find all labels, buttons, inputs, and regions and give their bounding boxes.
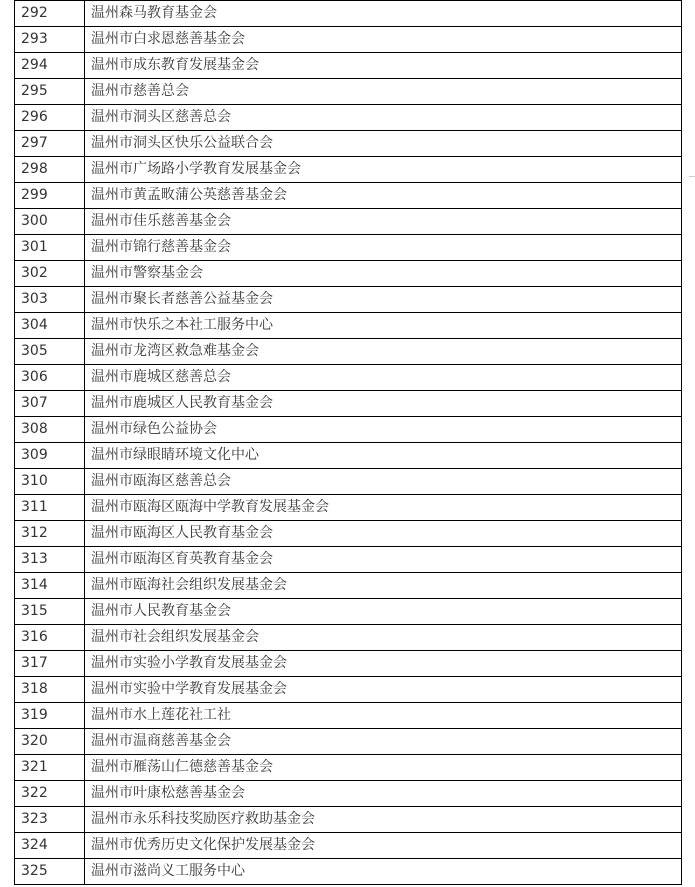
row-number-cell: 307 — [15, 391, 85, 417]
organization-name-cell: 温州市绿色公益协会 — [85, 417, 682, 443]
table-row — [15, 105, 682, 131]
row-number-cell: 304 — [15, 313, 85, 339]
organization-name-cell: 温州市水上莲花社工社 — [85, 703, 682, 729]
table-row — [15, 261, 682, 287]
row-number-cell: 300 — [15, 209, 85, 235]
organization-name-cell: 温州市鹿城区慈善总会 — [85, 365, 682, 391]
table-row — [15, 131, 682, 157]
organization-name-cell: 温州市龙湾区救急难基金会 — [85, 339, 682, 365]
organization-name-cell: 温州市成东教育发展基金会 — [85, 53, 682, 79]
organization-name-cell: 温州市瓯海社会组织发展基金会 — [85, 573, 682, 599]
table-row — [15, 365, 682, 391]
organization-name-cell: 温州市广场路小学教育发展基金会 — [85, 157, 682, 183]
table-row — [15, 1, 682, 27]
row-number-cell: 306 — [15, 365, 85, 391]
organization-name-cell: 温州市实验中学教育发展基金会 — [85, 677, 682, 703]
organization-name-cell: 温州市社会组织发展基金会 — [85, 625, 682, 651]
organization-name-cell: 温州市滋尚义工服务中心 — [85, 859, 682, 885]
row-number-cell: 301 — [15, 235, 85, 261]
organization-name-cell: 温州市瓯海区瓯海中学教育发展基金会 — [85, 495, 682, 521]
table-row — [15, 703, 682, 729]
row-number-cell: 297 — [15, 131, 85, 157]
row-number-cell: 325 — [15, 859, 85, 885]
organization-name-cell: 温州市鹿城区人民教育基金会 — [85, 391, 682, 417]
row-number-cell: 324 — [15, 833, 85, 859]
row-number-cell: 321 — [15, 755, 85, 781]
organization-name-cell: 温州市绿眼睛环境文化中心 — [85, 443, 682, 469]
row-number-cell: 294 — [15, 53, 85, 79]
table-row — [15, 391, 682, 417]
table-row — [15, 807, 682, 833]
organization-name-cell: 温州市永乐科技奖励医疗救助基金会 — [85, 807, 682, 833]
table-row — [15, 417, 682, 443]
organization-name-cell: 温州市人民教育基金会 — [85, 599, 682, 625]
page-edge-mark — [689, 176, 695, 189]
organization-table — [14, 0, 682, 885]
table-row — [15, 573, 682, 599]
organization-name-cell: 温州市优秀历史文化保护发展基金会 — [85, 833, 682, 859]
table-row — [15, 729, 682, 755]
table-row — [15, 339, 682, 365]
organization-name-cell: 温州市实验小学教育发展基金会 — [85, 651, 682, 677]
row-number-cell: 313 — [15, 547, 85, 573]
row-number-cell: 309 — [15, 443, 85, 469]
table-row — [15, 79, 682, 105]
row-number-cell: 317 — [15, 651, 85, 677]
organization-name-cell: 温州市洞头区快乐公益联合会 — [85, 131, 682, 157]
row-number-cell: 316 — [15, 625, 85, 651]
table-row — [15, 781, 682, 807]
row-number-cell: 319 — [15, 703, 85, 729]
row-number-cell: 308 — [15, 417, 85, 443]
table-row — [15, 521, 682, 547]
table-row — [15, 157, 682, 183]
table-row — [15, 859, 682, 885]
row-number-cell: 314 — [15, 573, 85, 599]
row-number-cell: 302 — [15, 261, 85, 287]
row-number-cell: 296 — [15, 105, 85, 131]
row-number-cell: 320 — [15, 729, 85, 755]
row-number-cell: 293 — [15, 27, 85, 53]
organization-name-cell: 温州市叶康松慈善基金会 — [85, 781, 682, 807]
table-row — [15, 183, 682, 209]
table-row — [15, 755, 682, 781]
row-number-cell: 318 — [15, 677, 85, 703]
table-row — [15, 599, 682, 625]
row-number-cell: 305 — [15, 339, 85, 365]
organization-name-cell: 温州市雁荡山仁德慈善基金会 — [85, 755, 682, 781]
table-row — [15, 53, 682, 79]
organization-name-cell: 温州市洞头区慈善总会 — [85, 105, 682, 131]
table-row — [15, 313, 682, 339]
table-row — [15, 547, 682, 573]
organization-name-cell: 温州市瓯海区慈善总会 — [85, 469, 682, 495]
row-number-cell: 322 — [15, 781, 85, 807]
row-number-cell: 299 — [15, 183, 85, 209]
organization-name-cell: 温州市白求恩慈善基金会 — [85, 27, 682, 53]
organization-name-cell: 温州市瓯海区人民教育基金会 — [85, 521, 682, 547]
organization-list-sheet — [14, 0, 682, 885]
row-number-cell: 303 — [15, 287, 85, 313]
organization-name-cell: 温州市瓯海区育英教育基金会 — [85, 547, 682, 573]
table-row — [15, 833, 682, 859]
table-row — [15, 209, 682, 235]
row-number-cell: 295 — [15, 79, 85, 105]
row-number-cell: 292 — [15, 1, 85, 27]
organization-name-cell: 温州市锦行慈善基金会 — [85, 235, 682, 261]
table-row — [15, 443, 682, 469]
organization-table-body — [15, 1, 682, 885]
row-number-cell: 315 — [15, 599, 85, 625]
organization-name-cell: 温州市聚长者慈善公益基金会 — [85, 287, 682, 313]
organization-name-cell: 温州市温商慈善基金会 — [85, 729, 682, 755]
table-row — [15, 469, 682, 495]
organization-name-cell: 温州市快乐之本社工服务中心 — [85, 313, 682, 339]
table-row — [15, 495, 682, 521]
organization-name-cell: 温州市黄孟畋蒲公英慈善基金会 — [85, 183, 682, 209]
table-row — [15, 235, 682, 261]
row-number-cell: 312 — [15, 521, 85, 547]
table-row — [15, 27, 682, 53]
table-row — [15, 651, 682, 677]
organization-name-cell: 温州森马教育基金会 — [85, 1, 682, 27]
row-number-cell: 311 — [15, 495, 85, 521]
row-number-cell: 298 — [15, 157, 85, 183]
table-row — [15, 287, 682, 313]
organization-name-cell: 温州市慈善总会 — [85, 79, 682, 105]
organization-name-cell: 温州市警察基金会 — [85, 261, 682, 287]
organization-name-cell: 温州市佳乐慈善基金会 — [85, 209, 682, 235]
row-number-cell: 323 — [15, 807, 85, 833]
table-row — [15, 677, 682, 703]
table-row — [15, 625, 682, 651]
row-number-cell: 310 — [15, 469, 85, 495]
